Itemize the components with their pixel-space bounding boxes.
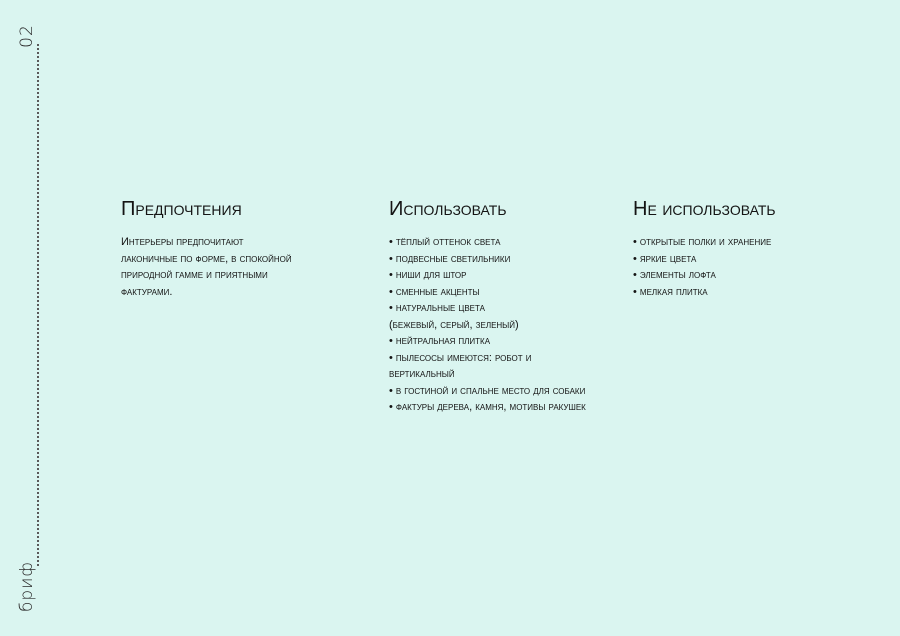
preferences-text-line: Интерьеры предпочитают: [121, 236, 244, 248]
preferences-text-line: природной гамме и приятными: [121, 269, 268, 281]
page-number: 02: [17, 24, 37, 48]
avoid-title: Не использовать: [633, 198, 776, 220]
list-item: • элементы лофта: [633, 269, 716, 281]
list-item: вертикальный: [389, 368, 455, 380]
list-item: (бежевый, серый, зеленый): [389, 318, 519, 331]
preferences-title: Предпочтения: [121, 198, 242, 220]
list-item: • фактуры дерева, камня, мотивы ракушек: [389, 401, 586, 413]
list-item: • тёплый оттенок света: [389, 236, 501, 248]
list-item: • в гостиной и спальне место для собаки: [389, 384, 586, 397]
list-item: • подвесные светильники: [389, 252, 511, 265]
preferences-text: [121, 234, 361, 300]
preferences-text-line: фактурами.: [121, 285, 173, 298]
list-item: • открытые полки и хранение: [633, 236, 772, 248]
list-item: • нейтральная плитка: [389, 335, 491, 347]
preferences-column: [121, 196, 361, 300]
preferences-text-line: лаконичные по форме, в спокойной: [121, 252, 292, 265]
avoid-list: [633, 234, 873, 300]
use-column: [389, 196, 639, 416]
dotted-divider: [37, 44, 39, 566]
avoid-column: [633, 196, 873, 300]
use-title: Использовать: [389, 198, 507, 220]
list-item: • ниши для штор: [389, 269, 467, 281]
list-item: • натуральные цвета: [389, 302, 485, 314]
list-item: • сменные акценты: [389, 285, 480, 298]
use-list: [389, 234, 639, 416]
list-item: • пылесосы имеются: робот и: [389, 351, 532, 364]
list-item: • мелкая плитка: [633, 285, 708, 298]
list-item: • яркие цвета: [633, 252, 697, 265]
brief-label: бриф: [17, 561, 37, 612]
